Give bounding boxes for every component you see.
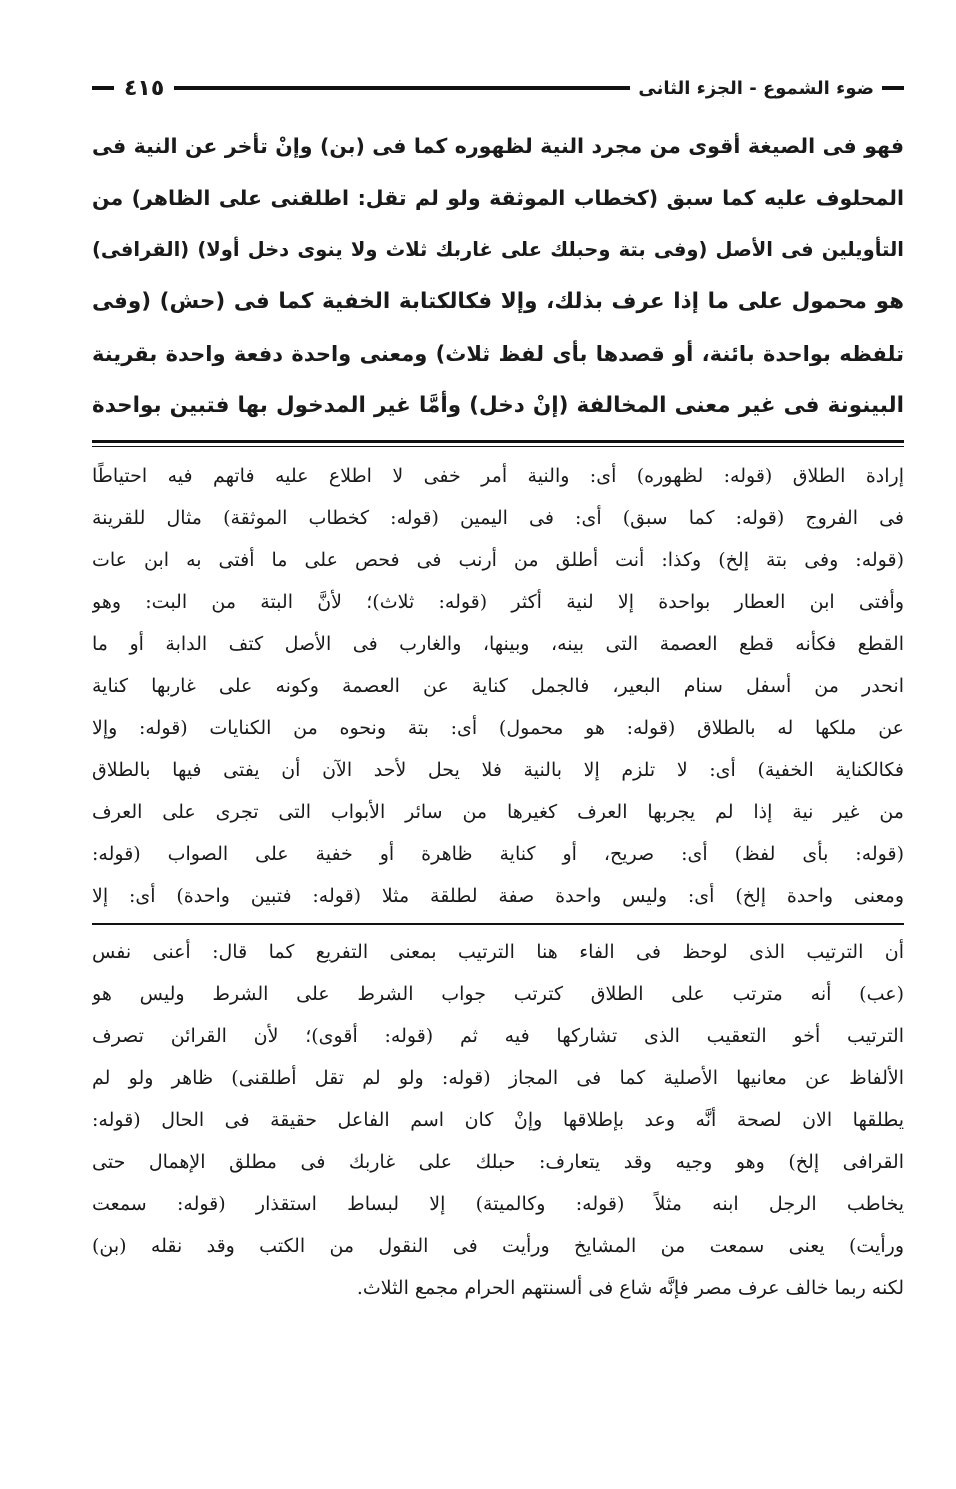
footnote-divider [92, 923, 904, 925]
header-title: ضوء الشموع - الجزء الثانى [638, 77, 874, 99]
commentary-line: ومعنى واحدة إلخ) أى: وليس واحدة صفة لطلقة مثلا (قوله: فتبين واحدة) أى: إلا [92, 885, 904, 907]
commentary-line: عن ملكها له بالطلاق (قوله: هو محمول) أى: بتة ونحوه من الكنايات (قوله: وإلا [92, 717, 904, 739]
header-rule-start [882, 86, 904, 90]
commentary-line: ورأيت) يعنى سمعت من المشايخ ورأيت فى النقول من الكتب وقد نقله (بن) [92, 1235, 904, 1257]
main-text [92, 120, 904, 432]
commentary-line: فكالكناية الخفية) أى: لا تلزم إلا بالنية فلا يحل لأحد الآن أن يفتى فيها بالطلاق [92, 759, 904, 781]
main-text-line: هو محمول على ما إذا عرف بذلك، وإلا فكالكتابة الخفية كما فى (حش) (وفى [92, 289, 904, 314]
commentary-line: أن الترتيب الذى لوحظ فى الفاء هنا الترتيب بمعنى التفريع كما قال: أعنى نفس [92, 941, 904, 963]
commentary-line: إرادة الطلاق (قوله: لظهوره) أى: والنية أمر خفى لا اطلاع عليه فاتهم فيه احتياطًا [92, 465, 904, 487]
book-page [92, 60, 904, 1309]
commentary-line: الترتيب أخو التعقيب الذى تشاركها فيه ثم (قوله: أقوى)؛ لأن القرائن تصرف [92, 1025, 904, 1047]
commentary-line: وأفتى ابن العطار بواحدة إلا لنية أكثر (قوله: ثلاث)؛ لأنَّ البتة من البت: وهو [92, 591, 904, 613]
commentary-line: من غير نية إذا لم يجربها العرف كغيرها من سائر الأبواب التى تجرى على العرف [92, 801, 904, 823]
commentary-line: يطلقها الان لصحة أنَّه وعد بإطلاقها وإنْ كان اسم الفاعل حقيقة فى الحال (قوله: [92, 1109, 904, 1131]
double-divider [92, 440, 904, 447]
commentary-block-2 [92, 931, 904, 1309]
main-text-line: البينونة فى غير معنى المخالفة (إنْ دخل) وأمَّا غير المدخول بها فتبين بواحدة [92, 393, 904, 418]
header-rule-end [92, 86, 114, 90]
commentary-line: (قوله: وفى بتة إلخ) وكذا: أنت أطلق من أرنب فى فحص على ما أفتى به ابن عات [92, 549, 904, 571]
header-rule [174, 86, 630, 90]
main-text-line: فهو فى الصيغة أقوى من مجرد النية لظهوره كما فى (بن) وإنْ تأخر عن النية فى [92, 134, 904, 158]
running-header [92, 60, 904, 116]
commentary-line: يخاطب الرجل ابنه مثلاً (قوله: وكالميتة) إلا لبساط استقذار (قوله: سمعت [92, 1193, 904, 1215]
commentary-line: القرافى إلخ) وهو وجيه وقد يتعارف: حبلك على غاربك فى مطلق الإهمال حتى [92, 1151, 904, 1173]
commentary-line: (عب) أنه مترتب على الطلاق كترتب جواب الشرط على الشرط وليس هو [92, 983, 904, 1005]
main-text-line: التأويلين فى الأصل (وفى بتة وحبلك على غاربك ثلاث ولا ينوى دخل أولا) (القرافى) [92, 238, 904, 261]
commentary-line: (قوله: بأى لفظ) أى: صريح، أو كناية ظاهرة أو خفية على الصواب (قوله: [92, 843, 904, 865]
main-text-line: تلفظه بواحدة بائنة، أو قصدها بأى لفظ ثلاث) ومعنى واحدة دفعة واحدة بقرينة [92, 342, 904, 366]
commentary-block-1 [92, 455, 904, 917]
page-number: ٤١٥ [124, 75, 165, 101]
main-text-line: المحلوف عليه كما سبق (كخطاب الموثقة ولو لم تقل: اطلقنى على الظاهر) من [92, 186, 904, 210]
commentary-line: فى الفروج (قوله: كما سبق) أى: فى اليمين (قوله: كخطاب الموثقة) مثال للقرينة [92, 507, 904, 529]
commentary-line: القطع فكأنه قطع العصمة التى بينه، وبينها، والغارب فى الأصل كتف الدابة أو ما [92, 633, 904, 655]
commentary-line: لكنه ربما خالف عرف مصر فإنَّه شاع فى ألسنتهم الحرام مجمع الثلاث. [356, 1277, 904, 1299]
commentary-line: الألفاظ عن معانيها الأصلية كما فى المجاز (قوله: ولو لم تقل أطلقنى) ظاهر ولو لم [92, 1067, 904, 1089]
commentary-line: انحدر من أسفل سنام البعير، فالجمل كناية عن العصمة وكونه على غاربها كناية [92, 675, 904, 697]
